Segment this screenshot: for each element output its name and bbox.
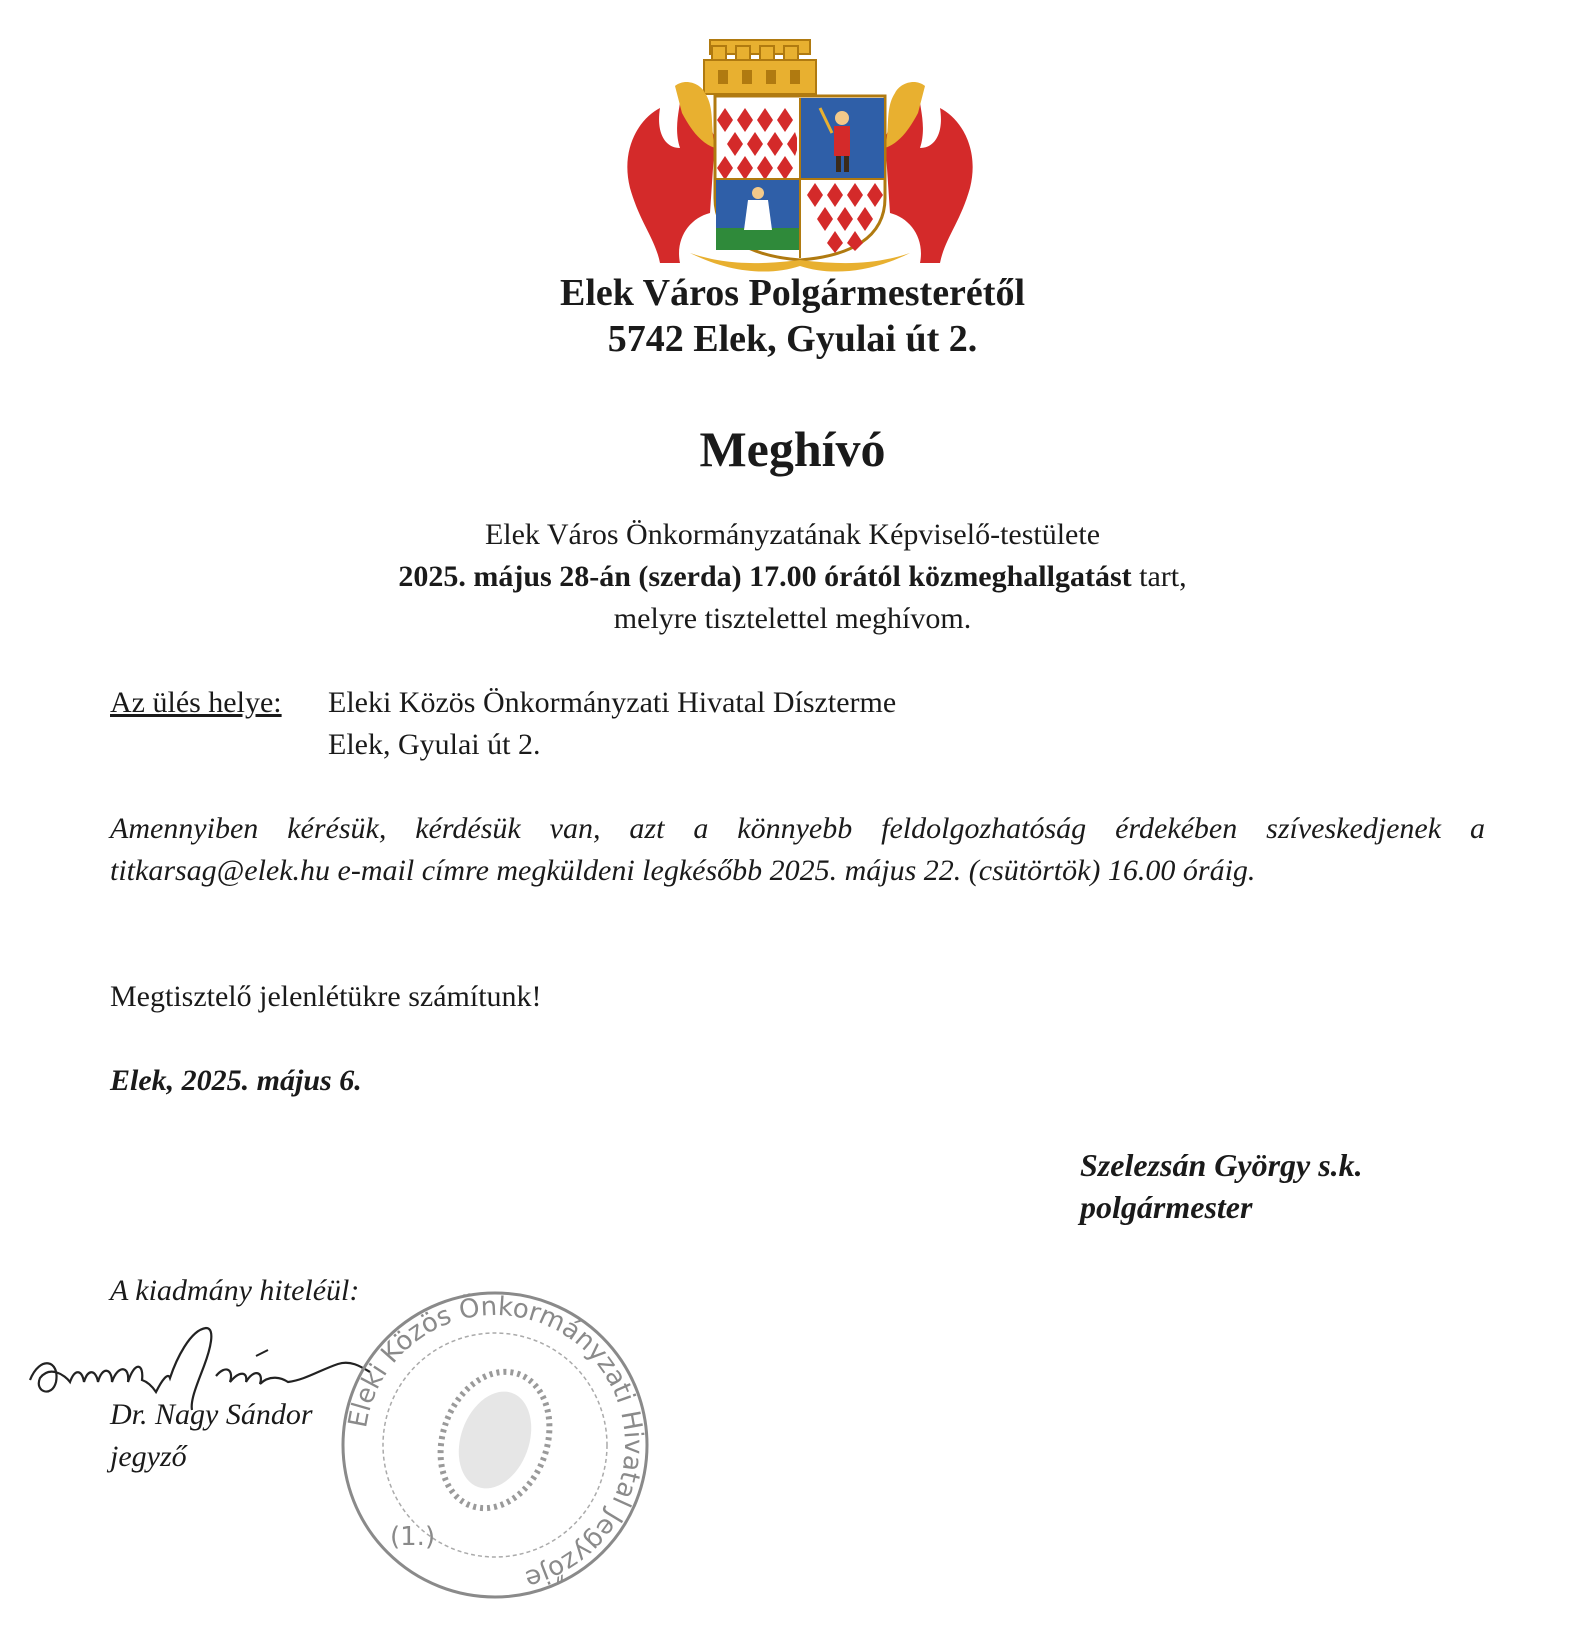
notary-name: Dr. Nagy Sándor	[110, 1398, 313, 1431]
mayor-title: polgármester	[1080, 1189, 1253, 1225]
mayor-name: Szelezsán György s.k.	[1080, 1147, 1363, 1183]
venue-line-2: Elek, Gyulai út 2.	[328, 728, 541, 761]
official-stamp	[330, 1280, 660, 1610]
intro-line-2	[0, 556, 1585, 598]
certification-label: A kiadmány hiteléül:	[110, 1274, 360, 1307]
office-address: 5742 Elek, Gyulai út 2.	[607, 318, 978, 360]
office-heading: Elek Város Polgármesterétől	[559, 272, 1026, 314]
stamp-number: (1.)	[390, 1522, 436, 1552]
document-title: Meghívó	[699, 421, 886, 477]
intro-line-1: Elek Város Önkormányzatának Képviselő-testülete	[484, 518, 1101, 551]
venue-line-1: Eleki Közös Önkormányzati Hivatal Díszterme	[328, 686, 897, 719]
venue-label-text: Az ülés helye:	[110, 686, 282, 719]
intro-line-2-rest: tart,	[1131, 560, 1187, 593]
place-date: Elek, 2025. május 6.	[110, 1064, 362, 1097]
stamp-ring-text: Eleki Közös Önkormányzati Hivatal Jegyzője	[343, 1291, 649, 1595]
venue-label	[110, 682, 282, 724]
notary-title: jegyző	[110, 1440, 187, 1473]
closing-line: Megtisztelő jelenlétükre számítunk!	[110, 980, 542, 1013]
meeting-date-time: 2025. május 28-án (szerda) 17.00 órától közmeghallgatást	[398, 560, 1132, 593]
intro-line-3: melyre tisztelettel meghívom.	[613, 602, 972, 635]
request-paragraph: Amennyiben kérésük, kérdésük van, azt a könnyebb feldolgozhatóság érdekében szíveskedjenek a titkarsag@elek.hu e-mail címre megküldeni legkésőbb 2025. május 22. (csütörtök) 16.00 óráig.	[110, 812, 1485, 887]
coat-of-arms-icon	[620, 38, 980, 276]
